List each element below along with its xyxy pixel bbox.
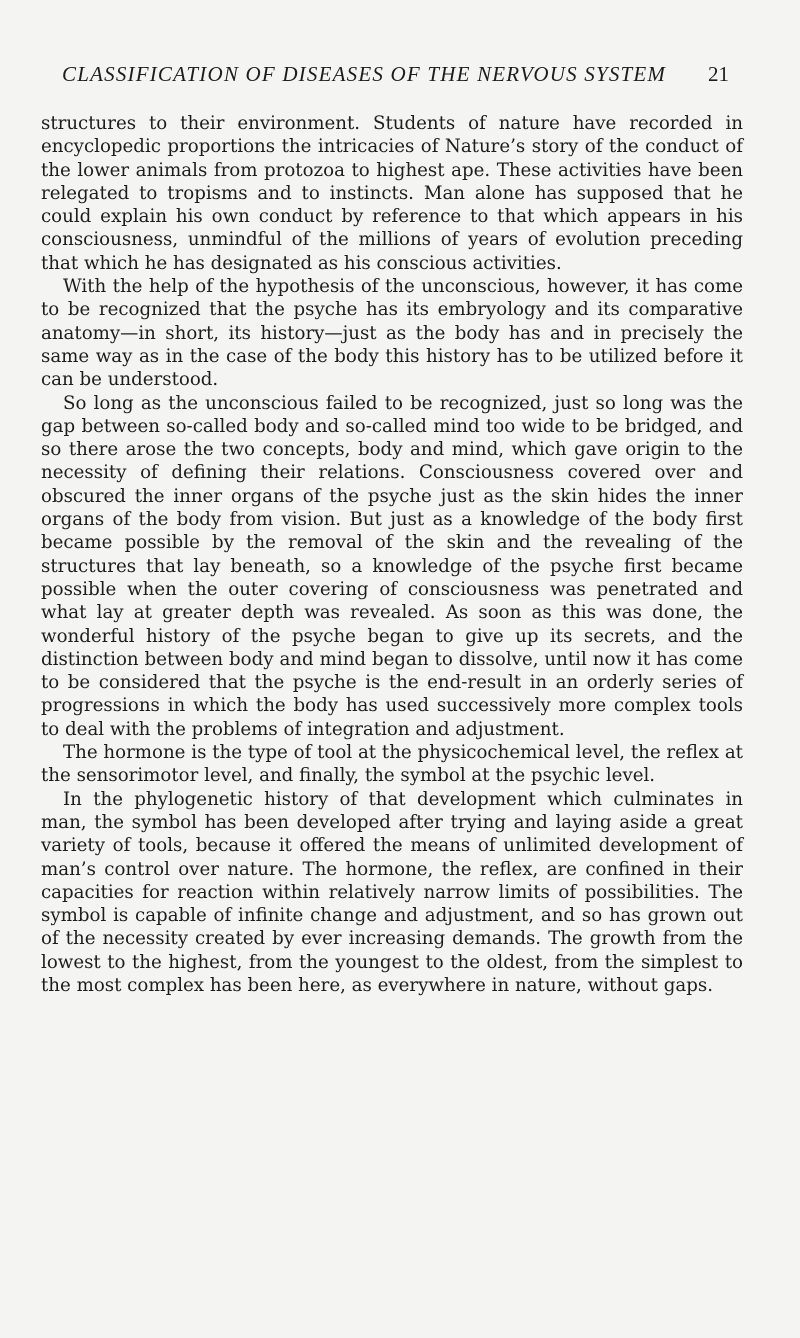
paragraph-3: So long as the unconscious failed to be recognized, just so long was the gap between so-called body and so-called mind too wide to be bridged, and so there arose the two concepts, body and mind, which gave origin to the necessity of defining their relations. Consciousness covered over and obscured the inner organs of the psyche just as the skin hides the inner organs of the body from vision. But just as a knowledge of the body first became possible by the removal of the skin and the revealing of the structures that lay beneath, so a knowledge of the psyche first became possible when the outer covering of consciousness was penetrated and what lay at greater depth was revealed. As soon as this was done, the wonderful history of the psyche began to give up its secrets, and the distinction between body and mind began to dissolve, until now it has come to be considered that the psyche is the end-result in an orderly series of progressions in which the body has used successively more complex tools to deal with the problems of integration and adjustment. [41, 392, 743, 740]
paragraph-2: With the help of the hypothesis of the unconscious, however, it has come to be recognized that the psyche has its embryology and its comparative anatomy—in short, its history—just as the body has and in precisely the same way as in the case of the body this history has to be utilized before it can be understood. [41, 276, 743, 391]
running-title: CLASSIFICATION OF DISEASES OF THE NERVOUS SYSTEM [62, 62, 667, 86]
running-head [0, 62, 800, 90]
page-number: 21 [708, 62, 729, 86]
paragraph-1: structures to their environment. Students of nature have recorded in encyclopedic proportions the intricacies of Nature’s story of the conduct of the lower animals from protozoa to highest ape. These activities have been relegated to tropisms and to instincts. Man alone has supposed that he could explain his own conduct by reference to that which appears in his consciousness, unmindful of the millions of years of evolution preceding that which he has designated as his conscious activities. [41, 113, 743, 274]
paragraph-4: The hormone is the type of tool at the physicochemical level, the reflex at the sensorimotor level, and finally, the symbol at the psychic level. [41, 742, 743, 787]
body-text [41, 112, 743, 997]
paragraph-5: In the phylogenetic history of that development which culminates in man, the symbol has been developed after trying and laying aside a great variety of tools, because it offered the means of unlimited development of man’s control over nature. The hormone, the reflex, are confined in their capacities for reaction within relatively narrow limits of possibilities. The symbol is capable of infinite change and adjustment, and so has grown out of the necessity created by ever increasing demands. The growth from the lowest to the highest, from the youngest to the oldest, from the simplest to the most complex has been here, as everywhere in nature, without gaps. [41, 788, 743, 996]
